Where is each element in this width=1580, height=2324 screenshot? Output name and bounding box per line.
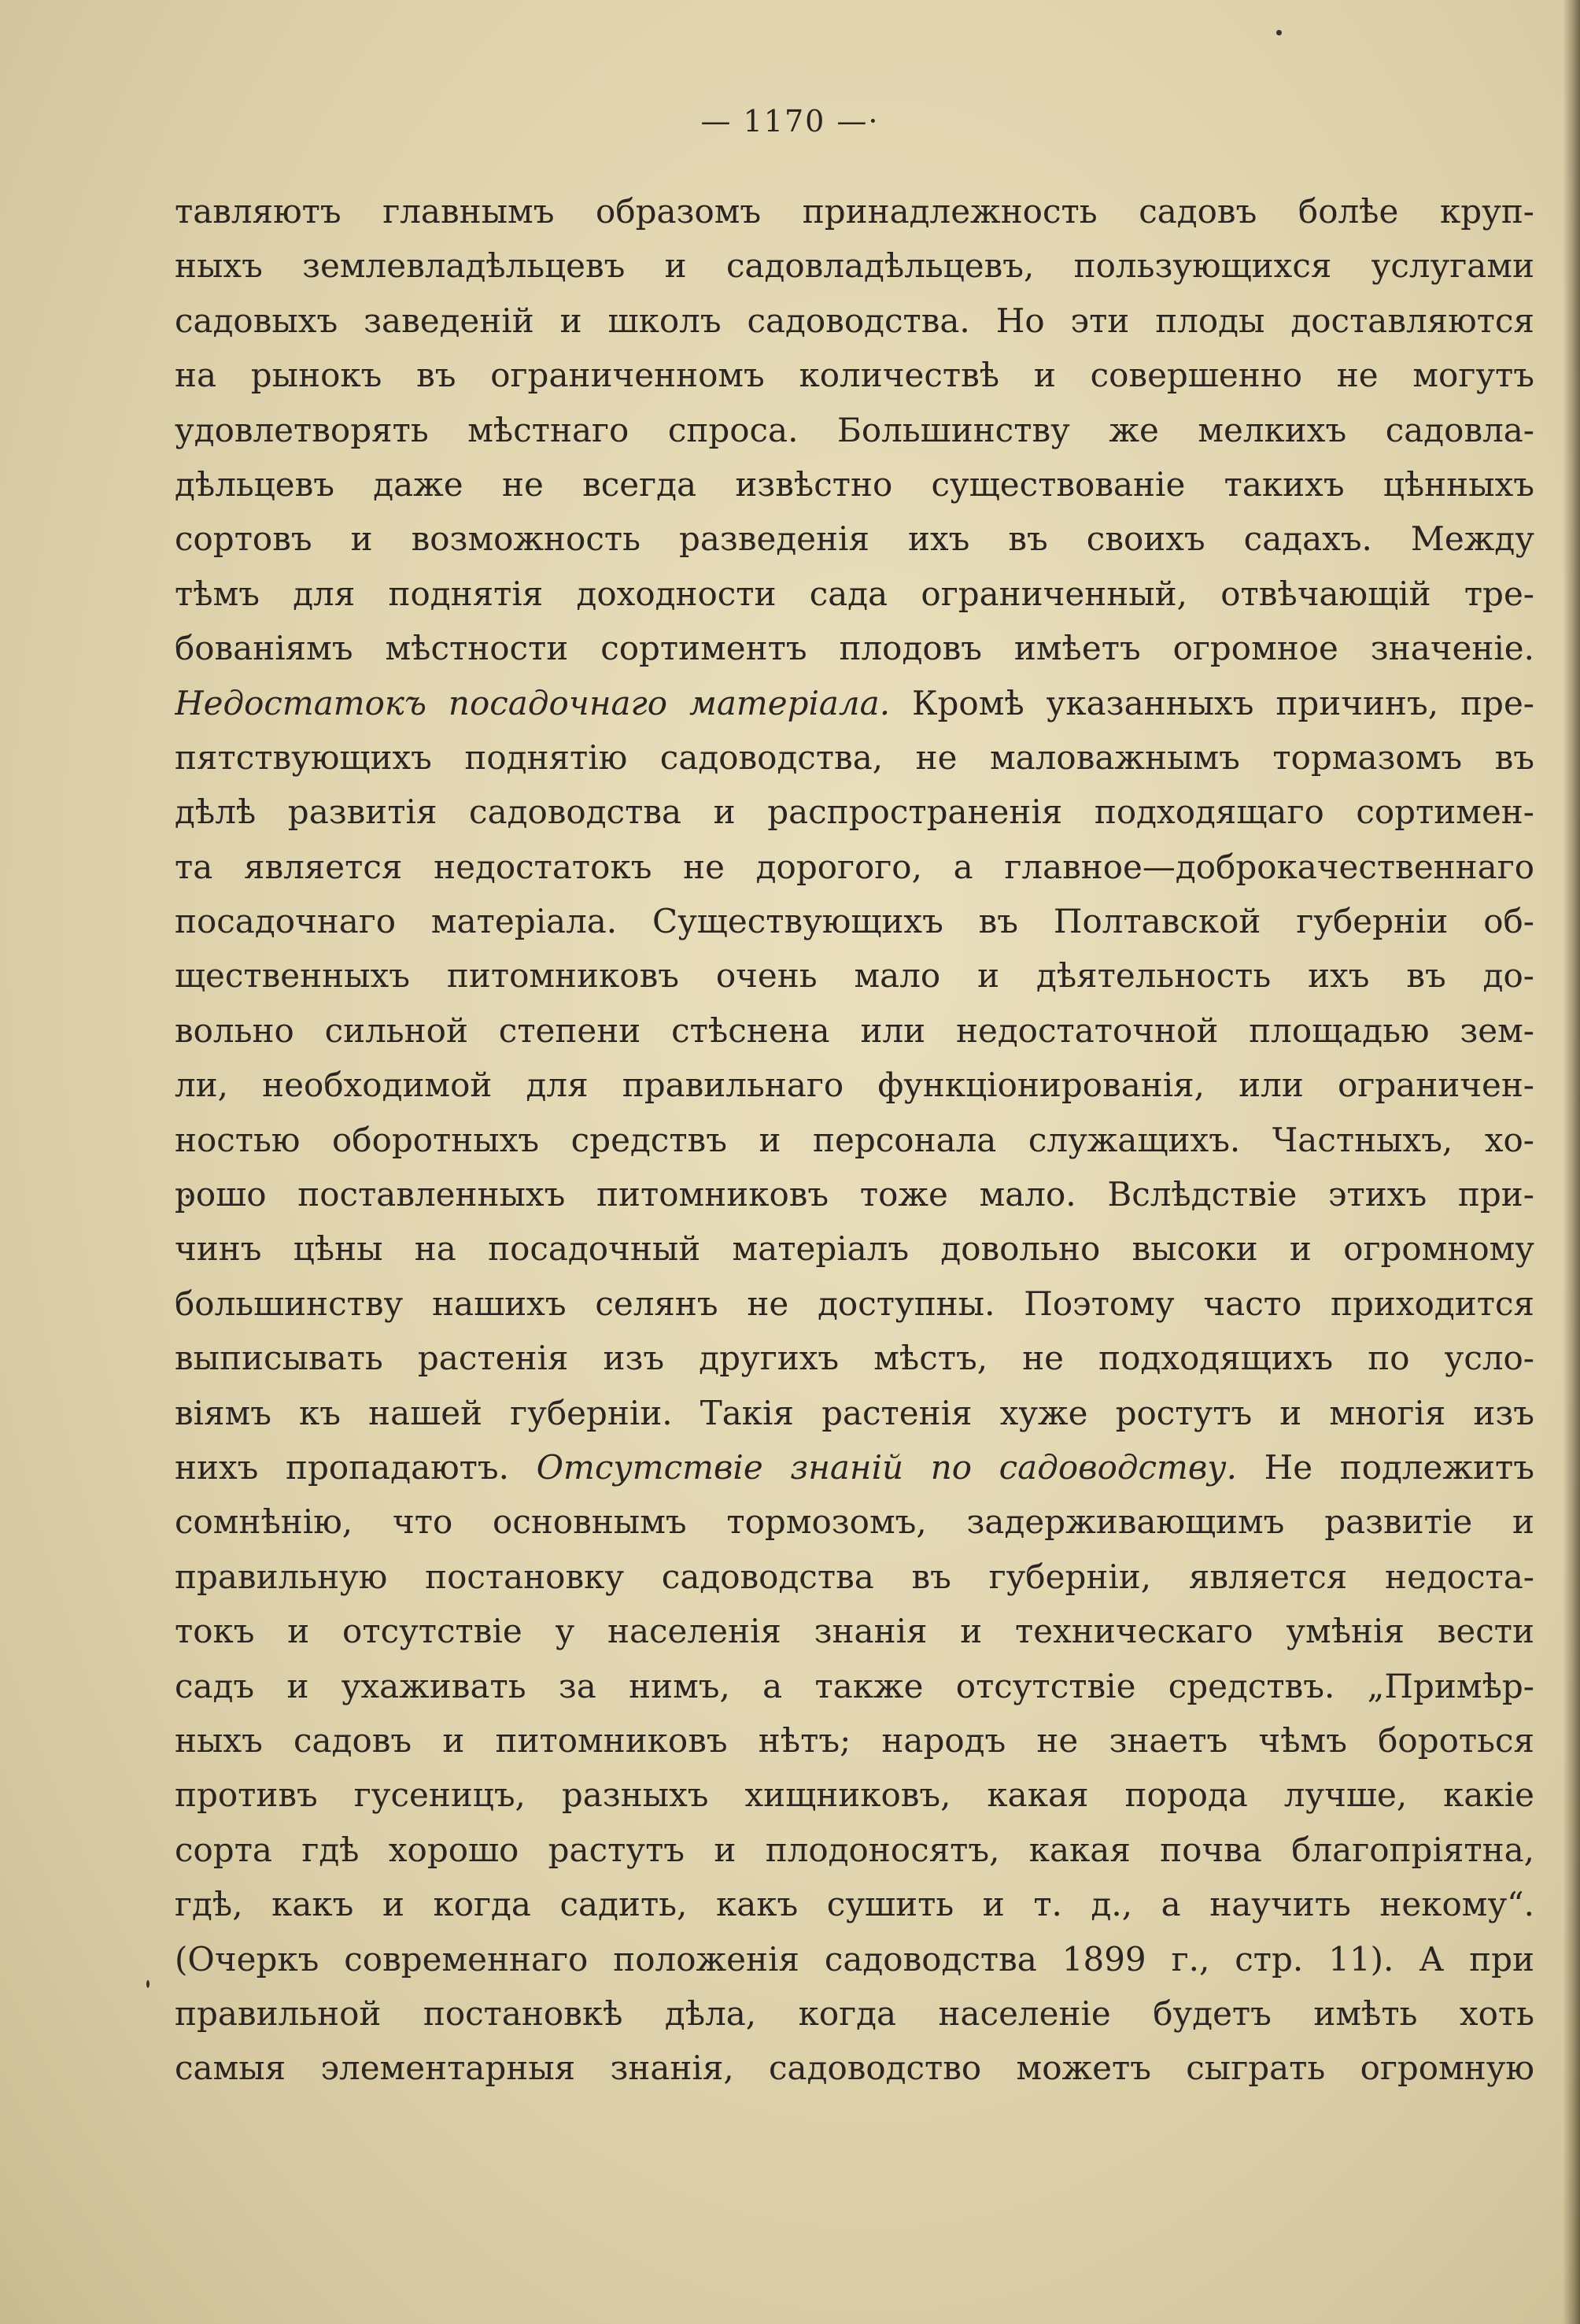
text-line xyxy=(175,1386,1534,1440)
text-line xyxy=(175,184,1534,238)
text-segment: сорта гдѣ хорошо растутъ и плодоносятъ, какая почва благопріятна, xyxy=(175,1830,1534,1869)
text-segment: та является недостатокъ не дорогого, а главное—доброкачественнаго xyxy=(175,847,1534,886)
text-line xyxy=(175,567,1534,621)
text-line xyxy=(175,457,1534,512)
text-segment: сомнѣнію, что основнымъ тормозомъ, задерживающимъ развитіе и xyxy=(175,1502,1534,1542)
ink-speck xyxy=(1276,30,1282,35)
page-binding-edge xyxy=(1563,0,1580,2324)
text-segment: нихъ пропадаютъ. xyxy=(175,1447,537,1487)
text-segment: вольно сильной степени стѣснена или недостаточной площадью зем- xyxy=(175,1011,1534,1050)
text-line xyxy=(175,1003,1534,1058)
text-segment: щественныхъ питомниковъ очень мало и дѣятельность ихъ въ до- xyxy=(175,956,1534,996)
text-line xyxy=(175,1659,1534,1713)
text-line xyxy=(175,1221,1534,1276)
text-line xyxy=(175,1932,1534,1986)
text-segment: удовлетворять мѣстнаго спроса. Большинству же мелкихъ садовла- xyxy=(175,410,1534,449)
text-segment: садовыхъ заведеній и школъ садоводства. Но эти плоды доставляются xyxy=(175,301,1534,340)
text-segment: ностью оборотныхъ средствъ и персонала служащихъ. Частныхъ, хо- xyxy=(175,1120,1534,1159)
text-line xyxy=(175,1440,1534,1495)
text-line xyxy=(175,948,1534,1003)
body-text xyxy=(175,184,1534,2096)
text-segment: ныхъ землевладѣльцевъ и садовладѣльцевъ, пользующихся услугами xyxy=(175,246,1534,286)
text-line xyxy=(175,840,1534,894)
text-line xyxy=(175,1768,1534,1822)
text-segment: правильной постановкѣ дѣла, когда населеніе будетъ имѣть хоть xyxy=(175,1993,1534,2033)
text-segment: Не подлежитъ xyxy=(1236,1447,1534,1487)
text-segment: тѣмъ для поднятія доходности сада ограниченный, отвѣчающій тре- xyxy=(175,574,1534,613)
text-line xyxy=(175,730,1534,785)
text-segment: рошо поставленныхъ питомниковъ тоже мало. Вслѣдствіе этихъ при- xyxy=(175,1175,1534,1214)
text-segment: противъ гусеницъ, разныхъ хищниковъ, какая порода лучше, какіе xyxy=(175,1775,1534,1815)
text-segment: самыя элементарныя знанія, садоводство можетъ сыграть огромную xyxy=(175,2049,1534,2088)
text-segment: правильную постановку садоводства въ губерніи, является недоста- xyxy=(175,1557,1534,1596)
text-line xyxy=(175,1986,1534,2041)
text-line xyxy=(175,894,1534,948)
text-line xyxy=(175,1550,1534,1604)
text-line xyxy=(175,1331,1534,1385)
text-segment: ли, необходимой для правильнаго функціонированія, или ограничен- xyxy=(175,1066,1534,1105)
text-segment: віямъ къ нашей губерніи. Такія растенія хуже ростутъ и многія изъ xyxy=(175,1393,1534,1432)
text-line xyxy=(175,1713,1534,1768)
text-segment: садъ и ухаживать за нимъ, а также отсутствіе средствъ. „Примѣр- xyxy=(175,1666,1534,1705)
text-line xyxy=(175,512,1534,566)
text-segment: бованіямъ мѣстности сортиментъ плодовъ имѣетъ огромное значеніе. xyxy=(175,629,1534,668)
text-segment: посадочнаго матеріала. Существующихъ въ Полтавской губерніи об- xyxy=(175,902,1534,941)
text-line xyxy=(175,1058,1534,1112)
text-segment: ныхъ садовъ и питомниковъ нѣтъ; народъ не знаетъ чѣмъ бороться xyxy=(175,1720,1534,1760)
text-segment: на рынокъ въ ограниченномъ количествѣ и совершенно не могутъ xyxy=(175,356,1534,395)
text-line xyxy=(175,294,1534,348)
text-segment: токъ и отсутствіе у населенія знанія и техническаго умѣнія вести xyxy=(175,1612,1534,1651)
text-segment: (Очеркъ современнаго положенія садоводства 1899 г., стр. 11). А при xyxy=(175,1939,1534,1979)
text-segment: пятствующихъ поднятію садоводства, не маловажнымъ тормазомъ въ xyxy=(175,737,1534,777)
text-segment: сортовъ и возможность разведенія ихъ въ своихъ садахъ. Между xyxy=(175,519,1534,559)
text-line xyxy=(175,238,1534,293)
text-segment: Кромѣ указанныхъ причинъ, пре- xyxy=(890,683,1534,722)
text-line xyxy=(175,676,1534,730)
text-line xyxy=(175,1877,1534,1931)
text-line xyxy=(175,1495,1534,1549)
text-line xyxy=(175,1823,1534,1877)
text-line xyxy=(175,785,1534,839)
text-segment: дѣлѣ развитія садоводства и распространенія подходящаго сортимен- xyxy=(175,793,1534,832)
text-line xyxy=(175,1113,1534,1167)
text-segment: гдѣ, какъ и когда садить, какъ сушить и т. д., а научить некому“. xyxy=(175,1885,1534,1924)
text-segment: дѣльцевъ даже не всегда извѣстно существованіе такихъ цѣнныхъ xyxy=(175,464,1534,504)
text-line xyxy=(175,348,1534,402)
text-line xyxy=(175,2041,1534,2095)
text-line xyxy=(175,1277,1534,1331)
page-number: — 1170 —· xyxy=(700,104,880,139)
text-line xyxy=(175,621,1534,675)
section-heading-italic: Отсутствіе знаній по садоводству. xyxy=(536,1447,1237,1487)
section-heading-italic: Недостатокъ посадочнаго матеріала. xyxy=(175,683,891,722)
text-segment: тавляютъ главнымъ образомъ принадлежность садовъ болѣе круп- xyxy=(175,192,1534,231)
text-line xyxy=(175,1167,1534,1221)
text-line xyxy=(175,1604,1534,1658)
text-segment: чинъ цѣны на посадочный матеріалъ довольно высоки и огромному xyxy=(175,1229,1534,1269)
text-line xyxy=(175,403,1534,457)
text-segment: выписывать растенія изъ другихъ мѣстъ, не подходящихъ по усло- xyxy=(175,1339,1534,1378)
ink-speck xyxy=(146,1980,150,1988)
text-segment: большинству нашихъ селянъ не доступны. Поэтому часто приходится xyxy=(175,1284,1534,1323)
